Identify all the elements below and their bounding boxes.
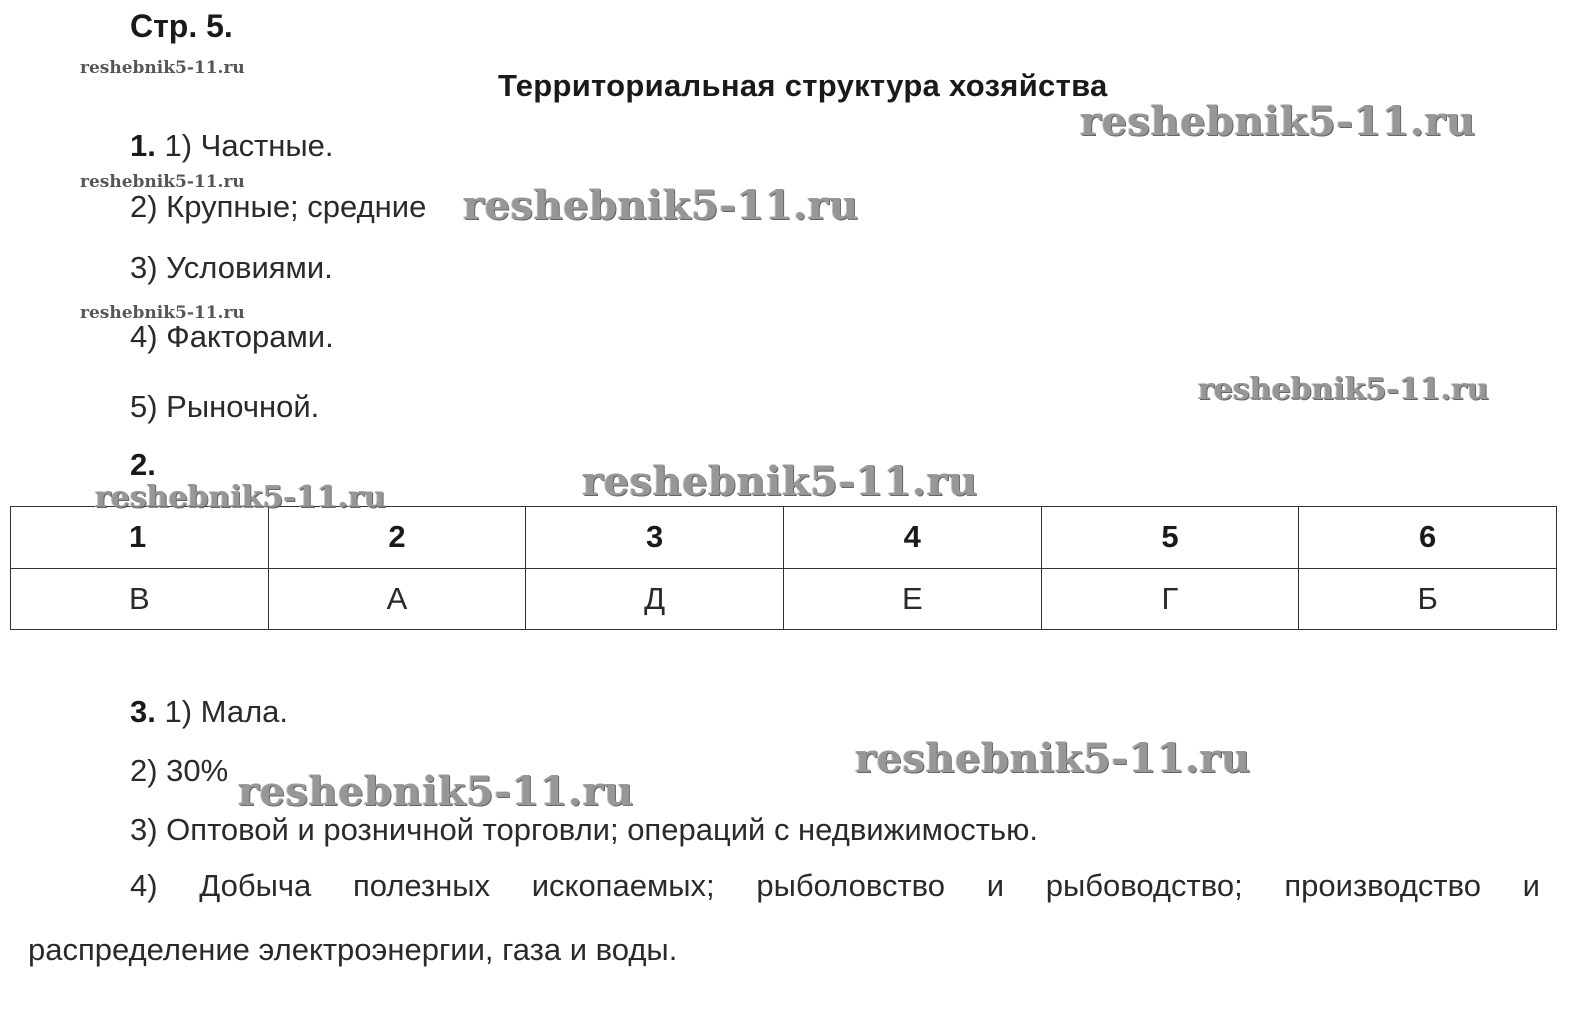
task1-item-2: 2) Крупные; средние — [130, 189, 427, 224]
watermark: reshebnik5-11.ru — [1080, 98, 1476, 145]
table-header-cell: 1 — [11, 507, 269, 569]
word: производство — [1284, 868, 1481, 903]
answer-table — [10, 506, 1557, 630]
table-header-cell: 2 — [268, 507, 526, 569]
task1-item-text: 1) Частные. — [164, 128, 334, 163]
table-cell: Е — [783, 568, 1041, 630]
word: рыболовство — [756, 868, 946, 903]
table-header-cell: 6 — [1299, 507, 1557, 569]
watermark: reshebnik5-11.ru — [80, 172, 245, 192]
task3-item-1 — [130, 694, 288, 730]
watermark: reshebnik5-11.ru — [95, 480, 386, 515]
watermark: reshebnik5-11.ru — [582, 458, 978, 505]
task3-item-2: 2) 30% — [130, 753, 229, 788]
table-cell: Г — [1041, 568, 1299, 630]
task3-item-text: 1) Мала. — [164, 694, 289, 729]
task2-number: 2. — [130, 447, 156, 482]
word: Добыча — [199, 868, 312, 903]
word: и — [1522, 868, 1540, 903]
table-row — [11, 568, 1557, 630]
table-header-cell: 4 — [783, 507, 1041, 569]
task3-number: 3. — [130, 694, 156, 729]
watermark: reshebnik5-11.ru — [80, 303, 245, 323]
watermark: reshebnik5-11.ru — [855, 735, 1251, 782]
task1-item-1 — [130, 128, 334, 164]
word: полезных — [352, 868, 491, 903]
word: рыбоводство; — [1045, 868, 1243, 903]
task1-item-3: 3) Условиями. — [130, 250, 333, 285]
table-header-cell: 3 — [526, 507, 784, 569]
word: и — [986, 868, 1005, 903]
task1-item-4: 4) Факторами. — [130, 319, 334, 354]
page-title: Территориальная структура хозяйства — [498, 68, 1108, 103]
task3-item-3: 3) Оптовой и розничной торговли; операций с недвижимостью. — [130, 812, 1038, 847]
watermark: reshebnik5-11.ru — [238, 768, 634, 815]
word: ископаемых; — [531, 868, 715, 903]
table-header-row — [11, 507, 1557, 569]
task3-item-4-continuation: распределение электроэнергии, газа и воды. — [28, 932, 678, 967]
watermark: reshebnik5-11.ru — [1198, 372, 1489, 407]
task1-item-5: 5) Рыночной. — [130, 389, 320, 424]
table-cell: В — [11, 568, 269, 630]
word: 4) — [130, 868, 158, 903]
page-label: Стр. 5. — [130, 8, 233, 44]
watermark: reshebnik5-11.ru — [463, 182, 859, 229]
table-cell: Б — [1299, 568, 1557, 630]
table-header-cell: 5 — [1041, 507, 1299, 569]
watermark: reshebnik5-11.ru — [80, 58, 245, 78]
table-cell: Д — [526, 568, 784, 630]
task1-number: 1. — [130, 128, 156, 163]
task3-item-4 — [130, 868, 1540, 904]
table-cell: А — [268, 568, 526, 630]
